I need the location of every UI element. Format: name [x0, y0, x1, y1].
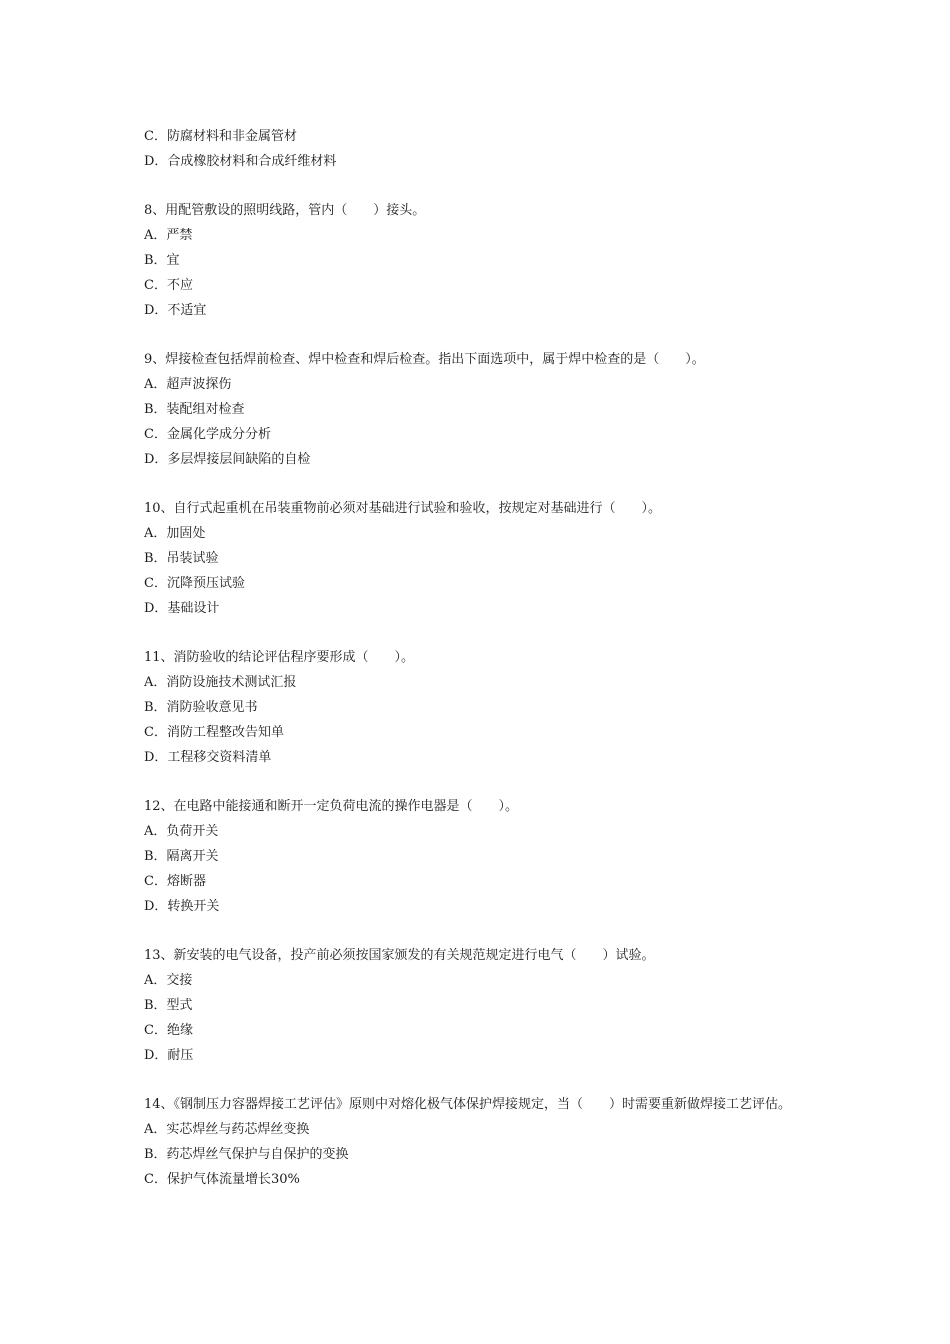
- option-text: B．型式: [144, 998, 193, 1013]
- option-text: D．合成橡胶材料和合成纤维材料: [144, 154, 337, 169]
- option-text: C．保护气体流量增长30%: [144, 1172, 300, 1187]
- question-text: 11、消防验收的结论评估程序要形成（ ）。: [144, 650, 415, 665]
- spacer: [144, 323, 814, 347]
- option-text: D．基础设计: [144, 601, 220, 616]
- question-text: 14、《钢制压力容器焊接工艺评估》原则中对熔化极气体保护焊接规定，当（ ）时需要重新做焊接工艺评估。: [144, 1097, 792, 1112]
- spacer: [144, 621, 814, 645]
- option-text: A．实芯焊丝与药芯焊丝变换: [144, 1122, 310, 1137]
- option-text: C．金属化学成分分析: [144, 427, 271, 442]
- option-text: C．消防工程整改告知单: [144, 725, 284, 740]
- option-text: C．熔断器: [144, 874, 206, 889]
- question-text: 8、用配管敷设的照明线路，管内（ ）接头。: [144, 203, 426, 218]
- question-text: 9、焊接检查包括焊前检查、焊中检查和焊后检查。指出下面选项中，属于焊中检查的是（ ）。: [144, 352, 705, 367]
- document-body: [144, 124, 814, 1192]
- question-text: 13、新安装的电气设备，投产前必须按国家颁发的有关规范规定进行电气（ ）试验。: [144, 948, 655, 963]
- option-text: B．宜: [144, 253, 180, 268]
- option-text: D．多层焊接层间缺陷的自检: [144, 452, 311, 467]
- option-text: D．转换开关: [144, 899, 220, 914]
- option-text: C．绝缘: [144, 1023, 193, 1038]
- option-text: B．吊装试验: [144, 551, 219, 566]
- option-text: C．防腐材料和非金属管材: [144, 129, 297, 144]
- option-text: A．负荷开关: [144, 824, 219, 839]
- option-text: A．严禁: [144, 228, 193, 243]
- option-text: A．加固处: [144, 526, 206, 541]
- question-text: 10、自行式起重机在吊装重物前必须对基础进行试验和验收，按规定对基础进行（ ）。: [144, 501, 662, 516]
- spacer: [144, 174, 814, 198]
- option-text: C．沉降预压试验: [144, 576, 245, 591]
- option-text: D．耐压: [144, 1048, 194, 1063]
- spacer: [144, 919, 814, 943]
- spacer: [144, 770, 814, 794]
- option-text: B．药芯焊丝气保护与自保护的变换: [144, 1147, 349, 1162]
- option-text: C．不应: [144, 278, 193, 293]
- option-text: B．消防验收意见书: [144, 700, 258, 715]
- spacer: [144, 1068, 814, 1092]
- option-text: B．装配组对检查: [144, 402, 245, 417]
- option-text: D．工程移交资料清单: [144, 750, 272, 765]
- option-text: B．隔离开关: [144, 849, 219, 864]
- option-text: D．不适宜: [144, 303, 207, 318]
- spacer: [144, 472, 814, 496]
- option-text: A．消防设施技术测试汇报: [144, 675, 297, 690]
- option-text: A．交接: [144, 973, 193, 988]
- option-text: A．超声波探伤: [144, 377, 232, 392]
- question-text: 12、在电路中能接通和断开一定负荷电流的操作电器是（ ）。: [144, 799, 519, 814]
